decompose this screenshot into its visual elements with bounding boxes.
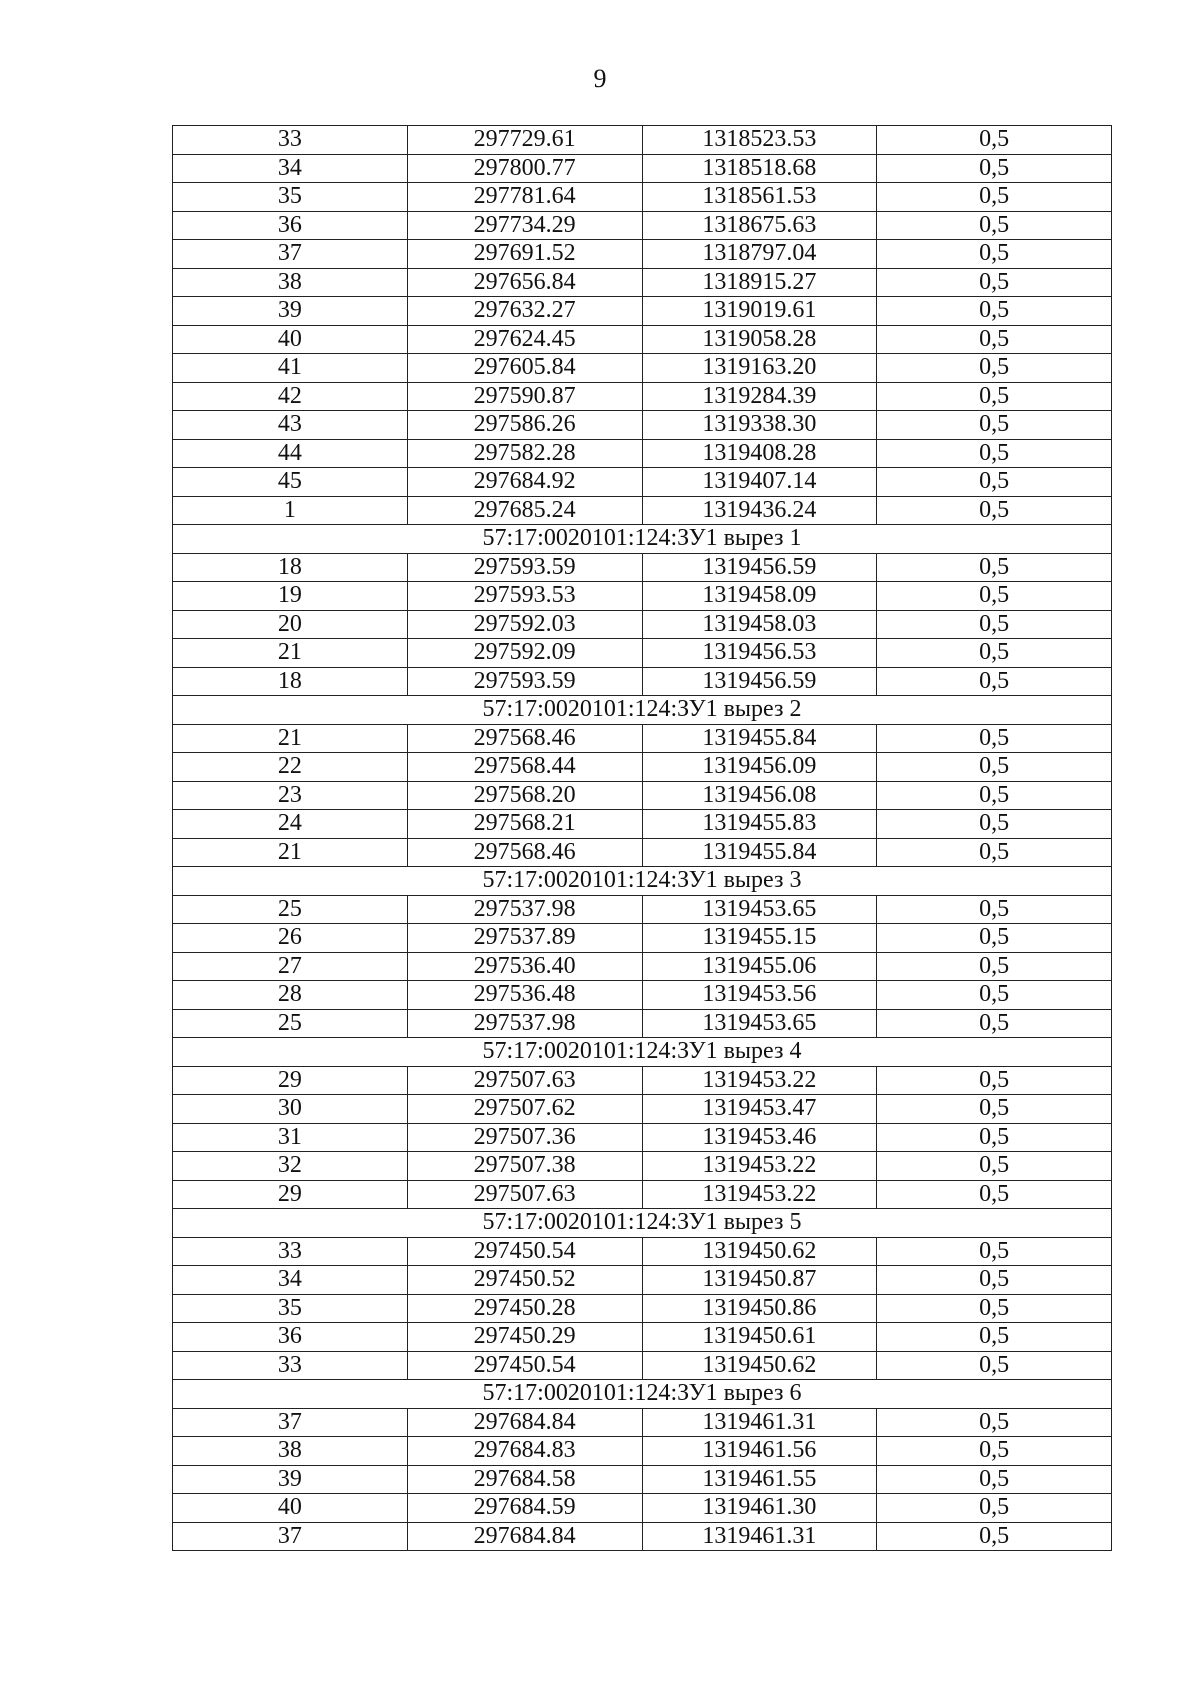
x-coordinate-cell: 297450.52 xyxy=(407,1266,642,1295)
y-coordinate-cell: 1319456.59 xyxy=(642,553,877,582)
point-number-cell: 33 xyxy=(173,1237,408,1266)
x-coordinate-cell: 297684.58 xyxy=(407,1465,642,1494)
table-row xyxy=(173,1180,1112,1209)
x-coordinate-cell: 297684.83 xyxy=(407,1437,642,1466)
table-row xyxy=(173,895,1112,924)
point-number-cell: 33 xyxy=(173,1351,408,1380)
y-coordinate-cell: 1319453.65 xyxy=(642,1009,877,1038)
table-row xyxy=(173,1123,1112,1152)
table-row xyxy=(173,1152,1112,1181)
table-row xyxy=(173,810,1112,839)
accuracy-cell: 0,5 xyxy=(877,1323,1112,1352)
point-number-cell: 25 xyxy=(173,1009,408,1038)
accuracy-cell: 0,5 xyxy=(877,753,1112,782)
x-coordinate-cell: 297450.54 xyxy=(407,1351,642,1380)
section-title: 57:17:0020101:124:ЗУ1 вырез 2 xyxy=(173,696,1112,725)
table-row xyxy=(173,496,1112,525)
point-number-cell: 29 xyxy=(173,1180,408,1209)
x-coordinate-cell: 297586.26 xyxy=(407,411,642,440)
section-header-row xyxy=(173,1038,1112,1067)
table-row xyxy=(173,382,1112,411)
section-header-row xyxy=(173,696,1112,725)
y-coordinate-cell: 1319408.28 xyxy=(642,439,877,468)
accuracy-cell: 0,5 xyxy=(877,183,1112,212)
accuracy-cell: 0,5 xyxy=(877,1180,1112,1209)
accuracy-cell: 0,5 xyxy=(877,838,1112,867)
table-row xyxy=(173,1351,1112,1380)
point-number-cell: 29 xyxy=(173,1066,408,1095)
accuracy-cell: 0,5 xyxy=(877,1351,1112,1380)
accuracy-cell: 0,5 xyxy=(877,1095,1112,1124)
x-coordinate-cell: 297624.45 xyxy=(407,325,642,354)
table-row xyxy=(173,1522,1112,1551)
y-coordinate-cell: 1319450.86 xyxy=(642,1294,877,1323)
point-number-cell: 35 xyxy=(173,1294,408,1323)
table-row xyxy=(173,325,1112,354)
y-coordinate-cell: 1319456.09 xyxy=(642,753,877,782)
x-coordinate-cell: 297632.27 xyxy=(407,297,642,326)
section-title: 57:17:0020101:124:ЗУ1 вырез 4 xyxy=(173,1038,1112,1067)
accuracy-cell: 0,5 xyxy=(877,1494,1112,1523)
x-coordinate-cell: 297685.24 xyxy=(407,496,642,525)
table-row xyxy=(173,1437,1112,1466)
y-coordinate-cell: 1319458.03 xyxy=(642,610,877,639)
y-coordinate-cell: 1319456.53 xyxy=(642,639,877,668)
table-row xyxy=(173,1237,1112,1266)
point-number-cell: 41 xyxy=(173,354,408,383)
y-coordinate-cell: 1319338.30 xyxy=(642,411,877,440)
point-number-cell: 1 xyxy=(173,496,408,525)
table-row xyxy=(173,582,1112,611)
accuracy-cell: 0,5 xyxy=(877,354,1112,383)
x-coordinate-cell: 297582.28 xyxy=(407,439,642,468)
point-number-cell: 42 xyxy=(173,382,408,411)
accuracy-cell: 0,5 xyxy=(877,126,1112,155)
table-row xyxy=(173,411,1112,440)
accuracy-cell: 0,5 xyxy=(877,1408,1112,1437)
point-number-cell: 37 xyxy=(173,240,408,269)
section-title: 57:17:0020101:124:ЗУ1 вырез 3 xyxy=(173,867,1112,896)
y-coordinate-cell: 1318915.27 xyxy=(642,268,877,297)
accuracy-cell: 0,5 xyxy=(877,924,1112,953)
section-title: 57:17:0020101:124:ЗУ1 вырез 6 xyxy=(173,1380,1112,1409)
point-number-cell: 36 xyxy=(173,1323,408,1352)
point-number-cell: 20 xyxy=(173,610,408,639)
accuracy-cell: 0,5 xyxy=(877,154,1112,183)
x-coordinate-cell: 297536.40 xyxy=(407,952,642,981)
point-number-cell: 45 xyxy=(173,468,408,497)
accuracy-cell: 0,5 xyxy=(877,411,1112,440)
y-coordinate-cell: 1319461.56 xyxy=(642,1437,877,1466)
accuracy-cell: 0,5 xyxy=(877,1123,1112,1152)
y-coordinate-cell: 1319453.46 xyxy=(642,1123,877,1152)
accuracy-cell: 0,5 xyxy=(877,468,1112,497)
table-row xyxy=(173,268,1112,297)
y-coordinate-cell: 1318518.68 xyxy=(642,154,877,183)
accuracy-cell: 0,5 xyxy=(877,1266,1112,1295)
table-row xyxy=(173,753,1112,782)
y-coordinate-cell: 1319450.62 xyxy=(642,1237,877,1266)
point-number-cell: 39 xyxy=(173,297,408,326)
y-coordinate-cell: 1319455.84 xyxy=(642,724,877,753)
y-coordinate-cell: 1319455.84 xyxy=(642,838,877,867)
section-header-row xyxy=(173,525,1112,554)
table-row xyxy=(173,211,1112,240)
x-coordinate-cell: 297507.36 xyxy=(407,1123,642,1152)
accuracy-cell: 0,5 xyxy=(877,1465,1112,1494)
y-coordinate-cell: 1319453.22 xyxy=(642,1152,877,1181)
y-coordinate-cell: 1319453.56 xyxy=(642,981,877,1010)
x-coordinate-cell: 297691.52 xyxy=(407,240,642,269)
point-number-cell: 28 xyxy=(173,981,408,1010)
y-coordinate-cell: 1318523.53 xyxy=(642,126,877,155)
y-coordinate-cell: 1319058.28 xyxy=(642,325,877,354)
point-number-cell: 34 xyxy=(173,1266,408,1295)
point-number-cell: 37 xyxy=(173,1408,408,1437)
x-coordinate-cell: 297450.29 xyxy=(407,1323,642,1352)
x-coordinate-cell: 297592.03 xyxy=(407,610,642,639)
y-coordinate-cell: 1319453.47 xyxy=(642,1095,877,1124)
accuracy-cell: 0,5 xyxy=(877,610,1112,639)
y-coordinate-cell: 1319019.61 xyxy=(642,297,877,326)
x-coordinate-cell: 297568.46 xyxy=(407,724,642,753)
x-coordinate-cell: 297507.38 xyxy=(407,1152,642,1181)
accuracy-cell: 0,5 xyxy=(877,952,1112,981)
point-number-cell: 24 xyxy=(173,810,408,839)
y-coordinate-cell: 1319453.65 xyxy=(642,895,877,924)
point-number-cell: 32 xyxy=(173,1152,408,1181)
table-row xyxy=(173,1465,1112,1494)
table-row xyxy=(173,639,1112,668)
x-coordinate-cell: 297684.92 xyxy=(407,468,642,497)
x-coordinate-cell: 297684.84 xyxy=(407,1408,642,1437)
x-coordinate-cell: 297507.62 xyxy=(407,1095,642,1124)
point-number-cell: 38 xyxy=(173,268,408,297)
table-row xyxy=(173,354,1112,383)
y-coordinate-cell: 1318561.53 xyxy=(642,183,877,212)
accuracy-cell: 0,5 xyxy=(877,240,1112,269)
point-number-cell: 30 xyxy=(173,1095,408,1124)
x-coordinate-cell: 297800.77 xyxy=(407,154,642,183)
table-row xyxy=(173,183,1112,212)
point-number-cell: 36 xyxy=(173,211,408,240)
table-row xyxy=(173,1408,1112,1437)
accuracy-cell: 0,5 xyxy=(877,268,1112,297)
point-number-cell: 40 xyxy=(173,1494,408,1523)
table-row xyxy=(173,667,1112,696)
accuracy-cell: 0,5 xyxy=(877,1066,1112,1095)
table-row xyxy=(173,1266,1112,1295)
section-header-row xyxy=(173,1209,1112,1238)
y-coordinate-cell: 1319407.14 xyxy=(642,468,877,497)
coordinates-table xyxy=(172,125,1112,1551)
table-row xyxy=(173,553,1112,582)
point-number-cell: 38 xyxy=(173,1437,408,1466)
point-number-cell: 39 xyxy=(173,1465,408,1494)
x-coordinate-cell: 297684.59 xyxy=(407,1494,642,1523)
table-row xyxy=(173,1095,1112,1124)
point-number-cell: 31 xyxy=(173,1123,408,1152)
table-row xyxy=(173,781,1112,810)
table-row xyxy=(173,1066,1112,1095)
x-coordinate-cell: 297537.98 xyxy=(407,1009,642,1038)
point-number-cell: 34 xyxy=(173,154,408,183)
accuracy-cell: 0,5 xyxy=(877,1237,1112,1266)
x-coordinate-cell: 297593.59 xyxy=(407,553,642,582)
y-coordinate-cell: 1319453.22 xyxy=(642,1066,877,1095)
accuracy-cell: 0,5 xyxy=(877,810,1112,839)
point-number-cell: 21 xyxy=(173,838,408,867)
y-coordinate-cell: 1319450.62 xyxy=(642,1351,877,1380)
point-number-cell: 25 xyxy=(173,895,408,924)
table-row xyxy=(173,297,1112,326)
point-number-cell: 35 xyxy=(173,183,408,212)
table-row xyxy=(173,468,1112,497)
x-coordinate-cell: 297656.84 xyxy=(407,268,642,297)
y-coordinate-cell: 1319456.59 xyxy=(642,667,877,696)
y-coordinate-cell: 1319461.31 xyxy=(642,1408,877,1437)
point-number-cell: 21 xyxy=(173,724,408,753)
x-coordinate-cell: 297568.20 xyxy=(407,781,642,810)
y-coordinate-cell: 1319455.06 xyxy=(642,952,877,981)
x-coordinate-cell: 297590.87 xyxy=(407,382,642,411)
x-coordinate-cell: 297568.21 xyxy=(407,810,642,839)
point-number-cell: 37 xyxy=(173,1522,408,1551)
section-header-row xyxy=(173,867,1112,896)
x-coordinate-cell: 297729.61 xyxy=(407,126,642,155)
accuracy-cell: 0,5 xyxy=(877,667,1112,696)
table-row xyxy=(173,610,1112,639)
accuracy-cell: 0,5 xyxy=(877,439,1112,468)
accuracy-cell: 0,5 xyxy=(877,582,1112,611)
x-coordinate-cell: 297450.28 xyxy=(407,1294,642,1323)
table-row xyxy=(173,439,1112,468)
coordinates-table-body xyxy=(173,126,1112,1551)
accuracy-cell: 0,5 xyxy=(877,211,1112,240)
table-row xyxy=(173,952,1112,981)
y-coordinate-cell: 1319461.30 xyxy=(642,1494,877,1523)
accuracy-cell: 0,5 xyxy=(877,724,1112,753)
point-number-cell: 18 xyxy=(173,667,408,696)
point-number-cell: 27 xyxy=(173,952,408,981)
section-title: 57:17:0020101:124:ЗУ1 вырез 5 xyxy=(173,1209,1112,1238)
x-coordinate-cell: 297781.64 xyxy=(407,183,642,212)
accuracy-cell: 0,5 xyxy=(877,496,1112,525)
x-coordinate-cell: 297537.89 xyxy=(407,924,642,953)
x-coordinate-cell: 297592.09 xyxy=(407,639,642,668)
table-row xyxy=(173,981,1112,1010)
point-number-cell: 22 xyxy=(173,753,408,782)
page-number: 9 xyxy=(593,64,607,93)
x-coordinate-cell: 297568.44 xyxy=(407,753,642,782)
y-coordinate-cell: 1319455.15 xyxy=(642,924,877,953)
x-coordinate-cell: 297734.29 xyxy=(407,211,642,240)
y-coordinate-cell: 1318797.04 xyxy=(642,240,877,269)
point-number-cell: 43 xyxy=(173,411,408,440)
point-number-cell: 19 xyxy=(173,582,408,611)
accuracy-cell: 0,5 xyxy=(877,981,1112,1010)
y-coordinate-cell: 1319450.61 xyxy=(642,1323,877,1352)
table-row xyxy=(173,1009,1112,1038)
accuracy-cell: 0,5 xyxy=(877,895,1112,924)
section-header-row xyxy=(173,1380,1112,1409)
table-row xyxy=(173,1323,1112,1352)
accuracy-cell: 0,5 xyxy=(877,382,1112,411)
y-coordinate-cell: 1319458.09 xyxy=(642,582,877,611)
accuracy-cell: 0,5 xyxy=(877,1152,1112,1181)
y-coordinate-cell: 1319455.83 xyxy=(642,810,877,839)
accuracy-cell: 0,5 xyxy=(877,325,1112,354)
x-coordinate-cell: 297605.84 xyxy=(407,354,642,383)
y-coordinate-cell: 1319163.20 xyxy=(642,354,877,383)
accuracy-cell: 0,5 xyxy=(877,1294,1112,1323)
y-coordinate-cell: 1319461.31 xyxy=(642,1522,877,1551)
section-title: 57:17:0020101:124:ЗУ1 вырез 1 xyxy=(173,525,1112,554)
table-row xyxy=(173,154,1112,183)
accuracy-cell: 0,5 xyxy=(877,1009,1112,1038)
y-coordinate-cell: 1319450.87 xyxy=(642,1266,877,1295)
x-coordinate-cell: 297507.63 xyxy=(407,1066,642,1095)
x-coordinate-cell: 297450.54 xyxy=(407,1237,642,1266)
y-coordinate-cell: 1319284.39 xyxy=(642,382,877,411)
x-coordinate-cell: 297536.48 xyxy=(407,981,642,1010)
point-number-cell: 21 xyxy=(173,639,408,668)
table-row xyxy=(173,1494,1112,1523)
accuracy-cell: 0,5 xyxy=(877,781,1112,810)
point-number-cell: 44 xyxy=(173,439,408,468)
accuracy-cell: 0,5 xyxy=(877,553,1112,582)
point-number-cell: 26 xyxy=(173,924,408,953)
y-coordinate-cell: 1319436.24 xyxy=(642,496,877,525)
accuracy-cell: 0,5 xyxy=(877,1522,1112,1551)
x-coordinate-cell: 297537.98 xyxy=(407,895,642,924)
table-row xyxy=(173,924,1112,953)
table-row xyxy=(173,1294,1112,1323)
accuracy-cell: 0,5 xyxy=(877,639,1112,668)
table-row xyxy=(173,126,1112,155)
point-number-cell: 23 xyxy=(173,781,408,810)
y-coordinate-cell: 1318675.63 xyxy=(642,211,877,240)
point-number-cell: 18 xyxy=(173,553,408,582)
x-coordinate-cell: 297684.84 xyxy=(407,1522,642,1551)
table-row xyxy=(173,724,1112,753)
y-coordinate-cell: 1319456.08 xyxy=(642,781,877,810)
y-coordinate-cell: 1319453.22 xyxy=(642,1180,877,1209)
accuracy-cell: 0,5 xyxy=(877,297,1112,326)
point-number-cell: 33 xyxy=(173,126,408,155)
table-row xyxy=(173,838,1112,867)
y-coordinate-cell: 1319461.55 xyxy=(642,1465,877,1494)
x-coordinate-cell: 297593.59 xyxy=(407,667,642,696)
table-row xyxy=(173,240,1112,269)
x-coordinate-cell: 297507.63 xyxy=(407,1180,642,1209)
accuracy-cell: 0,5 xyxy=(877,1437,1112,1466)
x-coordinate-cell: 297593.53 xyxy=(407,582,642,611)
point-number-cell: 40 xyxy=(173,325,408,354)
x-coordinate-cell: 297568.46 xyxy=(407,838,642,867)
